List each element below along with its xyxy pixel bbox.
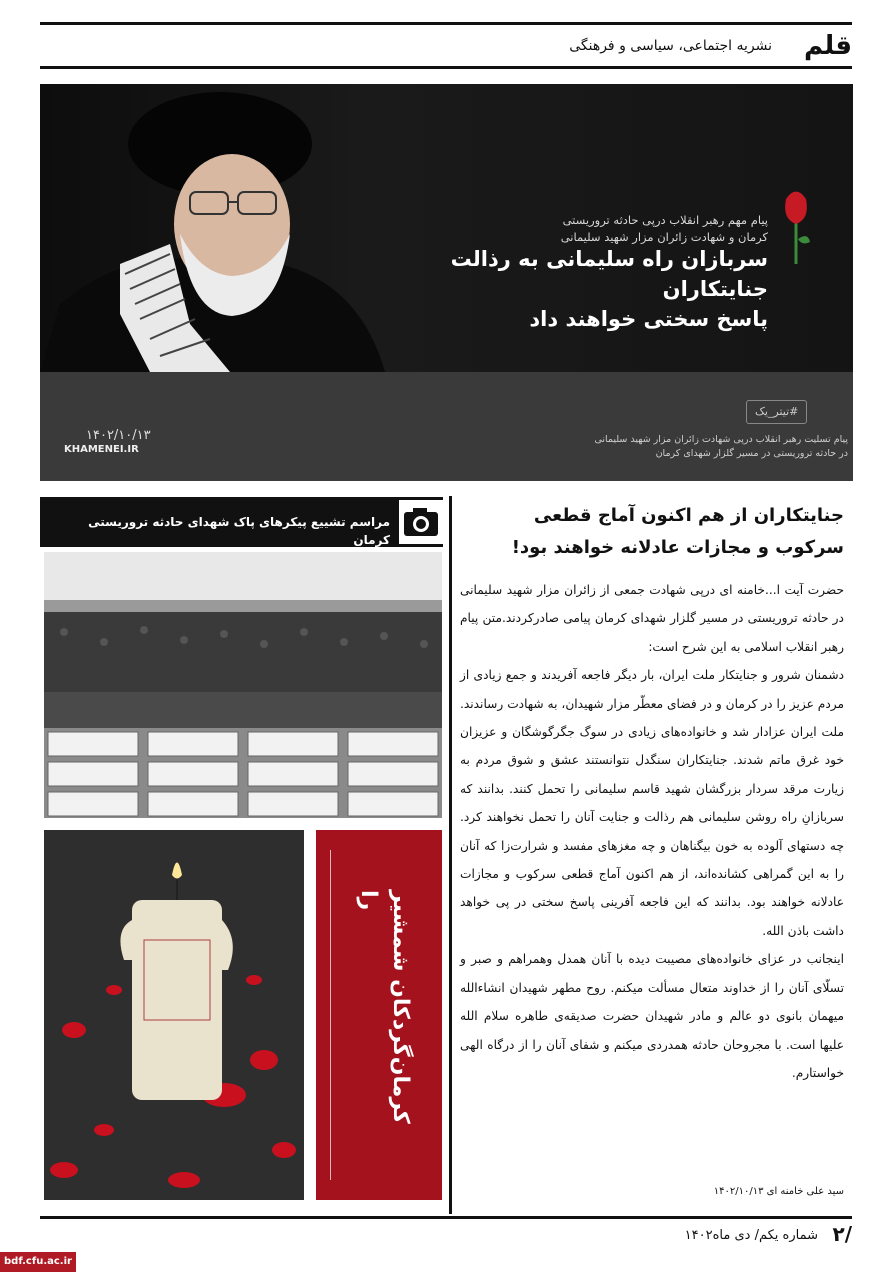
hero-title-line-2: پاسخ سختی خواهند داد xyxy=(529,307,768,331)
candle-memorial-image xyxy=(44,830,304,1200)
poster-title: کرمان‌گردکان شمشیر را xyxy=(356,890,413,1124)
headline-tag: #تیتر_یک xyxy=(746,400,807,424)
column-divider xyxy=(449,496,452,1214)
article-title xyxy=(460,500,844,564)
camera-icon-box xyxy=(399,500,443,544)
rose-icon xyxy=(776,184,816,264)
article-signature: سید علی خامنه ای ۱۴۰۲/۱۰/۱۳ xyxy=(713,1186,844,1197)
header-top-rule xyxy=(40,22,852,25)
publication-subtitle: نشریه اجتماعی، سیاسی و فرهنگی xyxy=(569,38,772,54)
site-badge[interactable]: bdf.cfu.ac.ir xyxy=(0,1252,76,1272)
hero-caption-line-2: در حادثه تروریستی در مسیر گلزار شهدای کرمان xyxy=(655,448,848,459)
photo-section-title: مراسم تشییع پیکرهای پاک شهدای حادثه تروریستی کرمان xyxy=(88,515,390,547)
hero-banner xyxy=(40,84,853,481)
footer-rule xyxy=(40,1216,852,1219)
issue-info: شماره یکم/ دی ماه۱۴۰۲ xyxy=(684,1228,818,1243)
hero-caption-line-1: پیام تسلیت رهبر انقلاب درپی شهادت زائران مزار شهید سلیمانی xyxy=(594,434,848,445)
hero-caption-strip xyxy=(40,372,853,481)
hero-caption xyxy=(460,433,848,461)
header-bottom-rule xyxy=(40,66,852,69)
funeral-crowd-photo xyxy=(44,552,442,818)
hero-title-line-1: سربازان راه سلیمانی به رذالت جنایتکاران xyxy=(450,247,768,301)
memorial-poster xyxy=(316,830,442,1200)
hero-date: ۱۴۰۲/۱۰/۱۳ xyxy=(86,428,151,443)
hero-subtitle-line-1: پیام مهم رهبر انقلاب درپی حادثه تروریستی xyxy=(562,213,768,227)
page-number: ۲/ xyxy=(832,1222,852,1246)
article-paragraph: حضرت آیت ا...خامنه ای درپی شهادت جمعی از زائران مزار شهید سلیمانی در حادثه تروریستی در مسیر گلزار شهدای کرمان پیامی صادرکردند.متن پیام رهبر انقلاب اسلامی به این شرح است: xyxy=(460,583,844,654)
hero-subtitle xyxy=(390,212,768,246)
article-paragraph: اینجانب در عزای خانواده‌های مصیبت دیده با آنان همدل وهمراهم و صبر و تسلّای آنان را از خداوند متعال مسألت میکنم. روح مطهر شهیدان انشاءالله میهمان بانوی دو عالم و مادر شهیدان حضرت صدیقه‌ی طاهره سلام الله علیها است. با مجروحان حادثه همدردی میکنم و شفای آنان را از درگاه الهی خواستارم. xyxy=(460,952,844,1080)
hero-site-logo: KHAMENEI.IR xyxy=(64,444,139,455)
poster-border-line xyxy=(330,850,331,1180)
publication-logo: قلم xyxy=(803,31,852,61)
hero-subtitle-line-2: کرمان و شهادت زائران مزار شهید سلیمانی xyxy=(560,230,768,244)
hero-title xyxy=(340,244,768,334)
article-paragraph: دشمنان شرور و جنایتکار ملت ایران، بار دیگر فاجعه آفریدند و جمع زیادی از مردم عزیز را در کرمان و در فضای معطّر مزار شهیدان، به شهادت رساندند. ملت ایران عزادار شد و خانواده‌های زیادی در سوگ جگرگوشگان و عزیزان خود غرق ماتم شدند. جنایتکاران سنگدل نتوانستند عشق و شوق مردم به زیارت مرقد سردار بزرگشان شهید قاسم سلیمانی را تحمل کنند. بدانند که سربازانِ راه روشن سلیمانی هم رذالت و جنایت آنان را تحمل نخواهند کرد. چه دستهای آلوده به خون بیگناهان و چه مغزهای مفسد و شرارت‌زا که آنان را به این گمراهی کشانده‌اند، از هم اکنون آماج قطعی سرکوب و مجازات عادلانه خواهند بود. بدانند که این فاجعه آفرینی پاسخ سختی در پی خواهد داشت باذن الله. xyxy=(460,668,844,938)
article-body xyxy=(460,576,844,1087)
article-title-line-1: جنایتکاران از هم اکنون آماج قطعی xyxy=(533,505,844,526)
camera-icon xyxy=(399,500,443,544)
article-title-line-2: سرکوب و مجازات عادلانه خواهند بود! xyxy=(511,537,844,558)
